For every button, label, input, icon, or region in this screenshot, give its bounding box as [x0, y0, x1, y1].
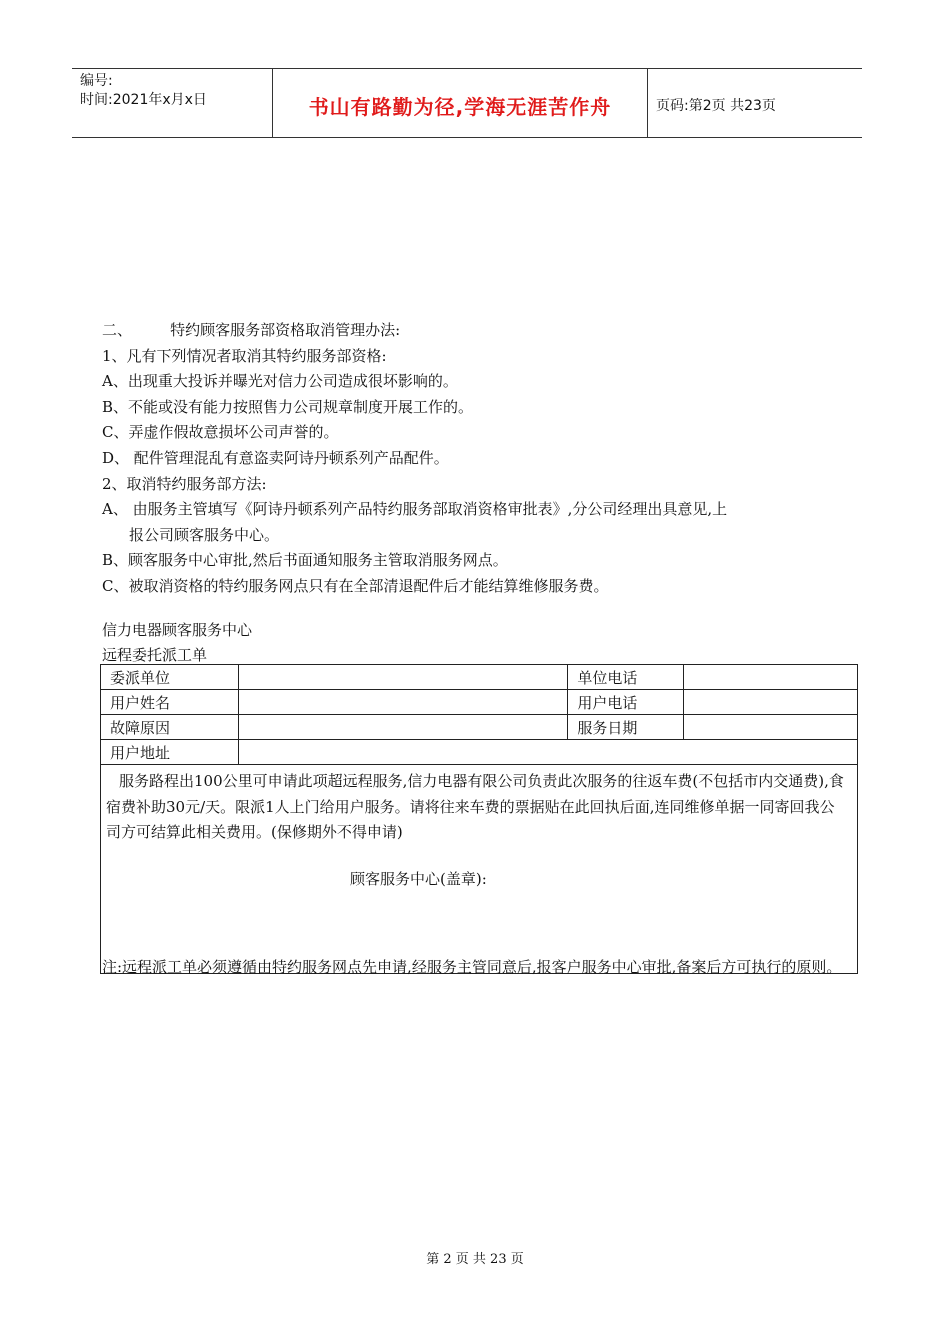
- form-heading: [102, 618, 252, 668]
- label-cell: 用户地址: [101, 740, 239, 765]
- section-line: A、 由服务主管填写《阿诗丹顿系列产品特约服务部取消资格审批表》,分公司经理出具意见,上: [102, 500, 728, 519]
- table-row: [101, 690, 858, 715]
- center-name: 信力电器顾客服务中心: [102, 621, 253, 639]
- description-text: 服务路程出100公里可申请此项超远程服务,信力电器有限公司负责此次服务的往返车费(不包括市内交通费),食宿费补助30元/天。限派1人上门给用户服务。请将往来车费的票据贴在此回执后面,连同维修单据一同寄回我公司方可结算此相关费用。(保修期外不得申请): [106, 772, 844, 841]
- header-motto: 书山有路勤为径,学海无涯苦作舟: [308, 95, 612, 119]
- value-cell[interactable]: [238, 715, 568, 740]
- section-line: 报公司顾客服务中心。: [129, 525, 280, 544]
- header-divider: [647, 69, 648, 137]
- section-body: [102, 318, 842, 600]
- header-page-info: 页码:第2页 共23页: [656, 98, 776, 114]
- time-label: 时间:2021年x月x日: [80, 92, 207, 108]
- section-line: B、不能或没有能力按照售力公司规章制度开展工作的。: [102, 397, 474, 416]
- section-line: C、弄虚作假故意损坏公司声誉的。: [102, 423, 339, 442]
- section-line: D、 配件管理混乱有意盗卖阿诗丹顿系列产品配件。: [102, 448, 449, 467]
- table-row: [101, 715, 858, 740]
- value-cell[interactable]: [238, 690, 568, 715]
- table-row: [101, 765, 858, 974]
- section-line: A、出现重大投诉并曝光对信力公司造成很坏影响的。: [102, 372, 458, 391]
- label-cell: 委派单位: [101, 665, 239, 690]
- value-cell[interactable]: [684, 665, 858, 690]
- page-footer: 第 2 页 共 23 页: [426, 1252, 524, 1267]
- section-line: C、被取消资格的特约服务网点只有在全部清退配件后才能结算维修服务费。: [102, 576, 609, 595]
- label-cell: 服务日期: [568, 715, 684, 740]
- label-cell: 用户电话: [568, 690, 684, 715]
- header-meta: [80, 72, 207, 110]
- value-cell[interactable]: [238, 665, 568, 690]
- number-label: 编号:: [80, 73, 113, 89]
- description-cell: [101, 765, 858, 974]
- section-title: 二、 特约顾客服务部资格取消管理办法:: [102, 321, 401, 339]
- section-line: B、顾客服务中心审批,然后书面通知服务主管取消服务网点。: [102, 551, 508, 570]
- label-cell: 用户姓名: [101, 690, 239, 715]
- table-row: [101, 740, 858, 765]
- value-cell[interactable]: [684, 690, 858, 715]
- section-line: 2、取消特约服务部方法:: [102, 474, 267, 493]
- address-value-cell[interactable]: [238, 740, 857, 765]
- section-line: 1、凡有下列情况者取消其特约服务部资格:: [102, 346, 387, 365]
- dispatch-form-table: [100, 664, 858, 974]
- page-header: [72, 68, 862, 138]
- form-note: 注:远程派工单必须遵循由特约服务网点先申请,经服务主管同意后,报客户服务中心审批,备案后方可执行的原则。: [102, 958, 842, 976]
- label-cell: 单位电话: [568, 665, 684, 690]
- value-cell[interactable]: [684, 715, 858, 740]
- label-cell: 故障原因: [101, 715, 239, 740]
- seal-label: 顾客服务中心(盖章):: [350, 869, 487, 888]
- table-row: [101, 665, 858, 690]
- form-title: 远程委托派工单: [102, 646, 208, 664]
